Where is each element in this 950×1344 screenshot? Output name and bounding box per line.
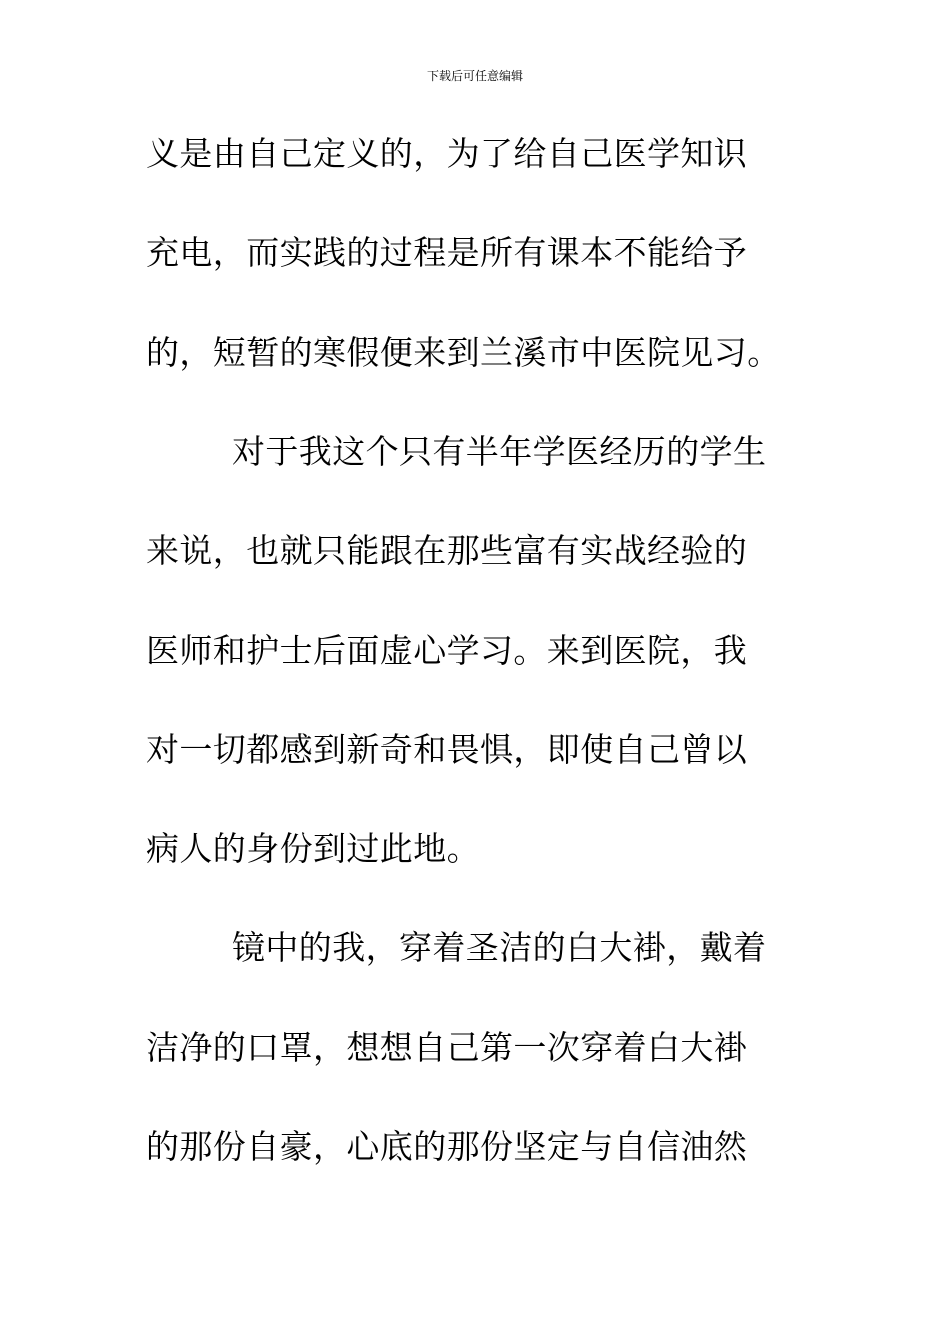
text-line: 充电，而实践的过程是所有课本不能给予 (146, 233, 748, 272)
paragraph-start-line: 对于我这个只有半年学医经历的学生 (232, 432, 767, 471)
page-header: 下载后可任意编辑 (426, 69, 523, 83)
text-line: 对一切都感到新奇和畏惧，即使自己曾以 (146, 730, 748, 769)
text-line: 义是由自己定义的，为了给自己医学知识 (146, 134, 748, 173)
text-line: 洁净的口罩，想想自己第一次穿着白大褂 (146, 1028, 748, 1067)
text-line: 病人的身份到过此地。 (146, 829, 480, 868)
text-line: 医师和护士后面虚心学习。来到医院，我 (146, 631, 748, 670)
text-line: 来说，也就只能跟在那些富有实战经验的 (146, 531, 748, 570)
paragraph-start-line: 镜中的我，穿着圣洁的白大褂，戴着 (232, 928, 767, 967)
text-line: 的，短暂的寒假便来到兰溪市中医院见习。 (146, 333, 781, 372)
text-line: 的那份自豪，心底的那份坚定与自信油然 (146, 1127, 748, 1166)
